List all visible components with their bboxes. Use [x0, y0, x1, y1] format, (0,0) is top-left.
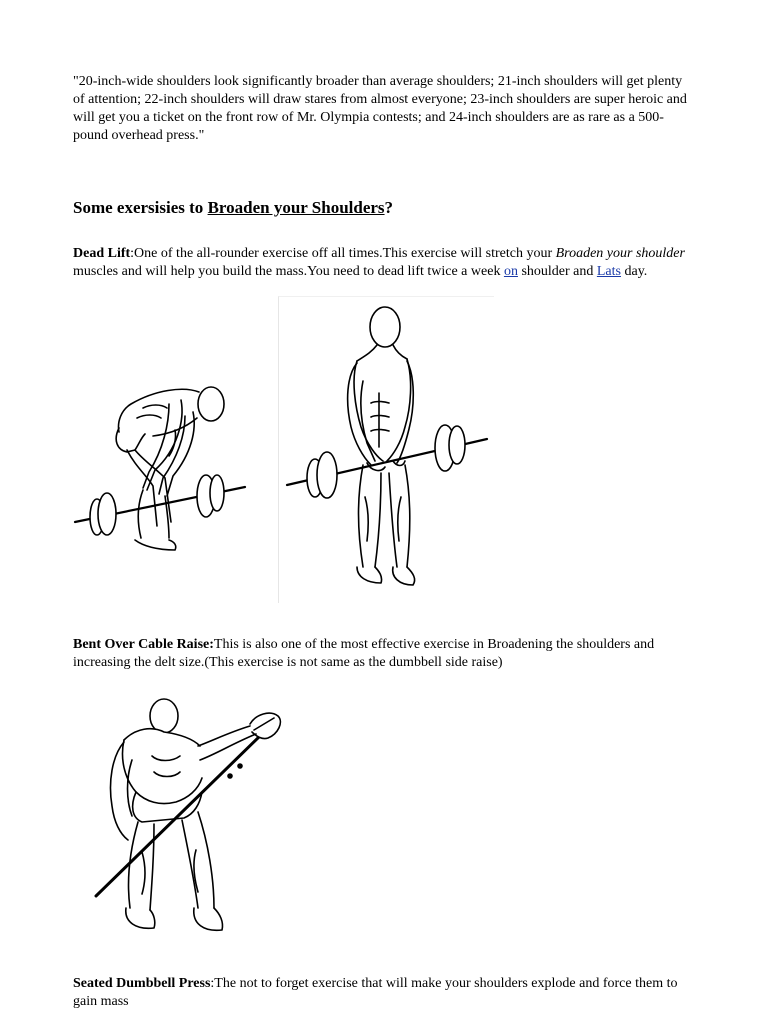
dead-lift-italic: Broaden your shoulder: [555, 246, 685, 261]
deadlift-bent-illustration: [73, 300, 253, 560]
heading-suffix: ?: [384, 198, 394, 217]
link-on[interactable]: on: [503, 264, 518, 279]
bent-over-text: This is also one of the most effective exercise in Broadening the shoulders and increasing the delt size.(This exercise is not same as the dumbbell side raise): [73, 637, 655, 670]
section-heading: [73, 197, 393, 219]
deadlift-standing-illustration: [278, 296, 494, 603]
bent-over-cable-raise-illustration: [80, 682, 295, 944]
seated-press-title: Seated Dumbbell Press: [73, 976, 211, 991]
seated-press-text: :The not to forget exercise that will make your shoulders explode and force them to gain mass: [73, 976, 678, 1009]
dead-lift-paragraph: [73, 245, 698, 281]
dead-lift-text-1: :One of the all-rounder exercise off all times.This exercise will stretch your: [130, 246, 556, 261]
dead-lift-text-4: day.: [620, 264, 648, 279]
dead-lift-text-2: muscles and will help you build the mass.You need to dead lift twice a week: [73, 264, 504, 279]
dead-lift-text-3: shoulder and: [517, 264, 597, 279]
link-lats[interactable]: Lats: [596, 264, 621, 279]
bent-over-cable-raise-paragraph: [73, 636, 695, 672]
heading-link-broaden-shoulders[interactable]: Broaden your Shoulders: [207, 198, 385, 217]
bent-over-title: Bent Over Cable Raise:: [73, 637, 214, 652]
dead-lift-title: Dead Lift: [73, 246, 131, 261]
heading-prefix: Some exersisies to: [73, 198, 208, 217]
shoulder-width-quote: "20-inch-wide shoulders look significantly broader than average shoulders; 21-inch shoulders will get plenty of attention; 22-inch shoulders will draw stares from almost everyone; 23-inch shoulders are super heroic and will get you a ticket on the front row of Mr. Olympia contests; and 24-inch shoulders are as rare as a 500-pound overhead press.": [73, 74, 687, 143]
seated-dumbbell-press-paragraph: [73, 975, 695, 1011]
